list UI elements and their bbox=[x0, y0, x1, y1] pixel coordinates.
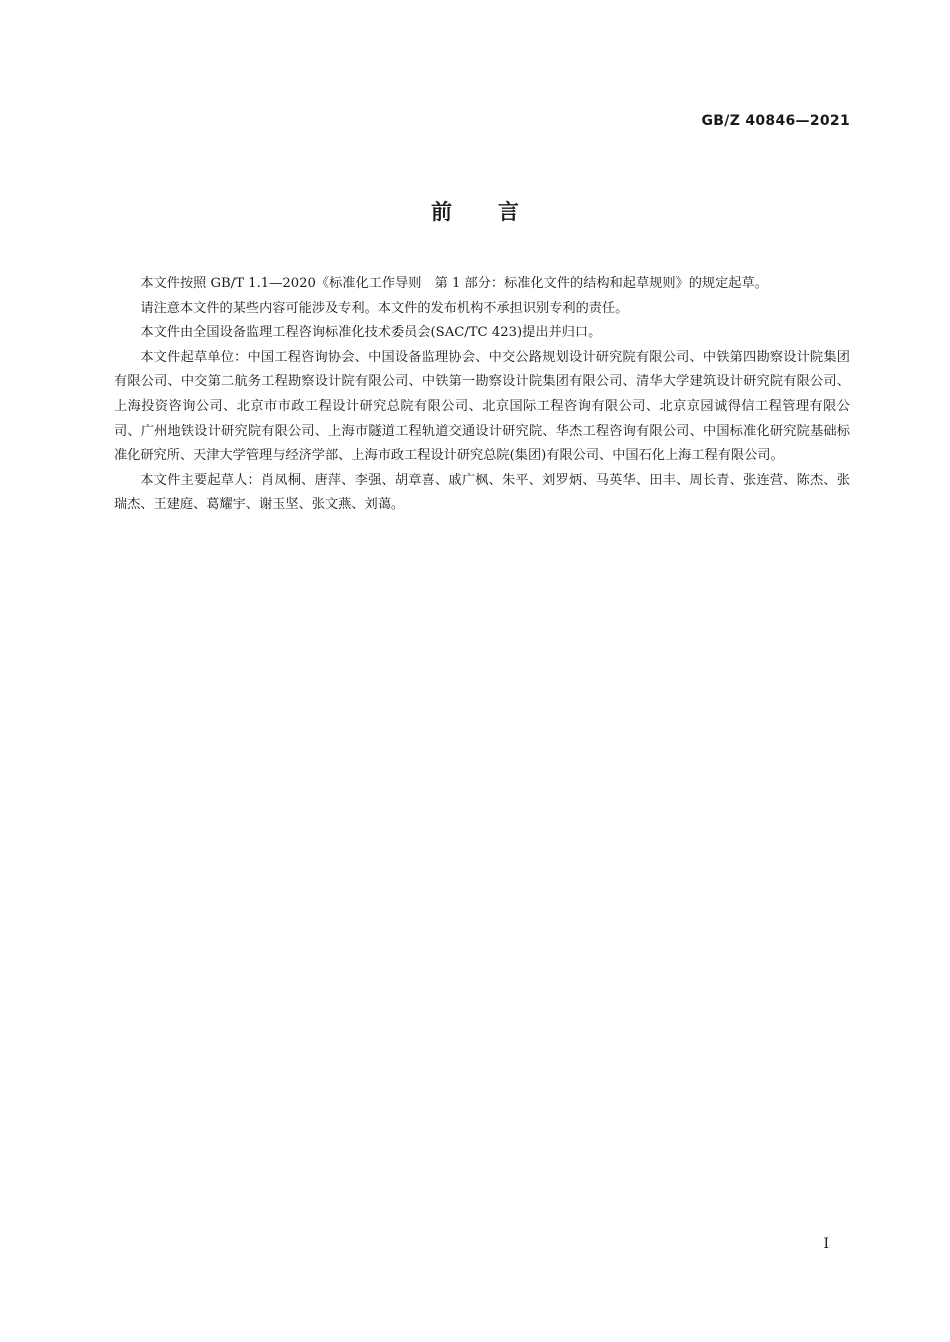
document-body bbox=[114, 272, 850, 518]
paragraph-patent-notice: 请注意本文件的某些内容可能涉及专利。本文件的发布机构不承担识别专利的责任。 bbox=[140, 300, 629, 316]
page-number: I bbox=[823, 1236, 829, 1252]
paragraph-drafters: 本文件主要起草人：肖凤桐、唐萍、李强、胡章喜、戚广枫、朱平、刘罗炳、马英华、田丰、周长青、张连营、陈杰、张瑞杰、王建庭、葛耀宇、谢玉坚、张文燕、刘蔼。 bbox=[114, 472, 850, 513]
paragraph-drafting-units: 本文件起草单位：中国工程咨询协会、中国设备监理协会、中交公路规划设计研究院有限公司、中铁第四勘察设计院集团有限公司、中交第二航务工程勘察设计院有限公司、中铁第一勘察设计院集团有限公司、清华大学建筑设计研究院有限公司、上海投资咨询公司、北京市市政工程设计研究总院有限公司、北京国际工程咨询有限公司、北京京园诚得信工程管理有限公司、广州地铁设计研究院有限公司、上海市隧道工程轨道交通设计研究院、华杰工程咨询有限公司、中国标准化研究院基础标准化研究所、天津大学管理与经济学部、上海市政工程设计研究总院(集团)有限公司、中国石化上海工程有限公司。 bbox=[114, 349, 850, 464]
standard-code: GB/Z 40846—2021 bbox=[701, 113, 850, 129]
paragraph-proposer: 本文件由全国设备监理工程咨询标准化技术委员会(SAC/TC 423)提出并归口。 bbox=[140, 325, 602, 341]
page-title: 前言 bbox=[431, 200, 565, 224]
paragraph-drafting-rules: 本文件按照 GB/T 1.1—2020《标准化工作导则 第 1 部分：标准化文件的结构和起草规则》的规定起草。 bbox=[140, 276, 768, 291]
